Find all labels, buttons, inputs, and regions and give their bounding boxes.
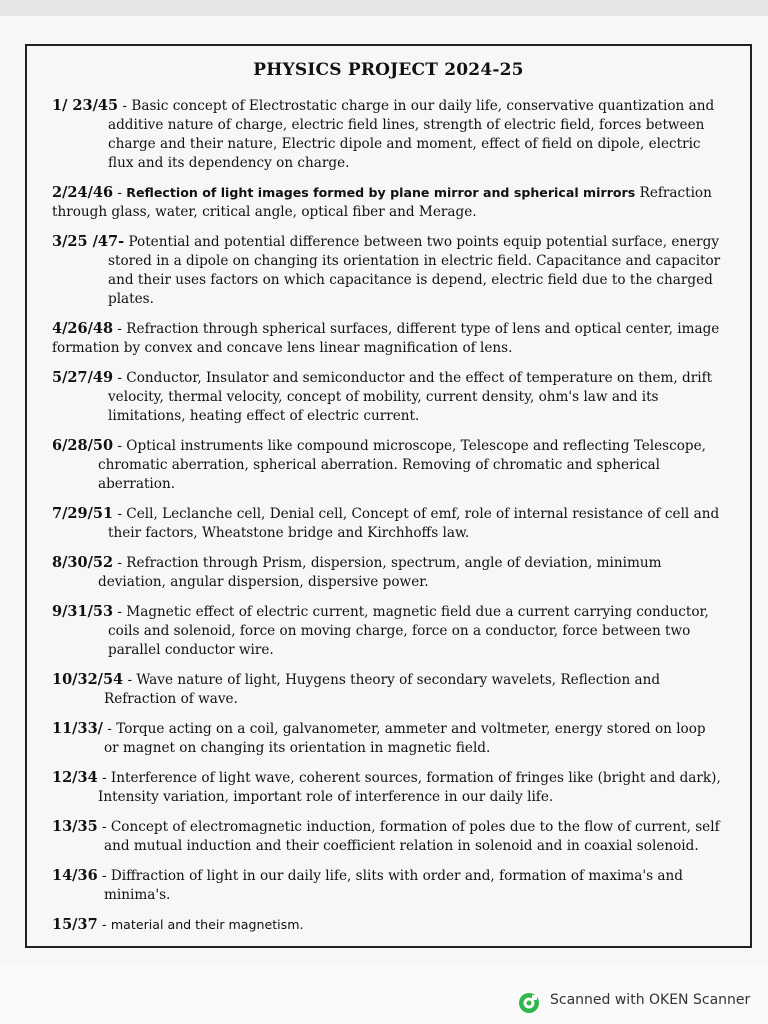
topic-number: 9/31/53 (52, 603, 114, 620)
topic-number: 3/25 /47- (52, 233, 125, 250)
topic-number: 12/34 (52, 769, 98, 786)
page-title: PHYSICS PROJECT 2024-25 (253, 60, 524, 80)
oken-scanner-logo-icon (518, 992, 540, 1014)
topic-item-5: 5/27/49 - Conductor, Insulator and semiconductor and the effect of temperature on them, drift velocity, thermal velocity, concept of mobility, current density, ohm's law and its limitations, heating effect of electric current. (52, 368, 752, 426)
topic-item-11: 11/33/ - Torque acting on a coil, galvanometer, ammeter and voltmeter, energy stored on loop or magnet on changing its orientation in magnetic field. (52, 719, 752, 758)
topic-text-line: parallel conductor wire. (108, 642, 274, 658)
topic-item-3 (52, 232, 752, 309)
topic-text-line: velocity, thermal velocity, concept of mobility, current density, ohm's law and its (108, 389, 659, 405)
topic-text-line: and their uses factors on which capacitance is depend, electric field due to the charged (108, 272, 713, 288)
topic-text-line: chromatic aberration, spherical aberration. Removing of chromatic and spherical (98, 457, 660, 473)
topic-number: 10/32/54 (52, 671, 124, 688)
topic-text: Optical instruments like compound microscope, Telescope and reflecting Telescope, (126, 438, 707, 454)
topic-text: Concept of electromagnetic induction, formation of poles due to the flow of current, self (110, 819, 720, 835)
topic-number: 11/33/ (52, 720, 103, 737)
scanner-footer (0, 966, 768, 1024)
topic-number: 7/29/51 (52, 505, 114, 522)
topic-text: Torque acting on a coil, galvanometer, ammeter and voltmeter, energy stored on loop (116, 721, 706, 737)
topic-text-line: limitations, heating effect of electric current. (108, 408, 420, 424)
topic-text: Refraction through spherical surfaces, different type of lens and optical center, image (126, 321, 720, 337)
topic-text: Refraction (635, 185, 712, 201)
topic-number: 15/37 (52, 916, 98, 933)
scanner-watermark-text: Scanned with OKEN Scanner (550, 992, 751, 1008)
topic-item-15: 15/37 - material and their magnetism. (52, 916, 304, 933)
topic-text: Refraction through Prism, dispersion, spectrum, angle of deviation, minimum (126, 555, 662, 571)
topic-text: Interference of light wave, coherent sources, formation of fringes like (bright and dark), (110, 770, 721, 786)
scanned-page (0, 16, 768, 966)
topic-text-line: Refraction of wave. (104, 691, 238, 707)
topic-text-line: and mutual induction and their coefficient relation in solenoid and in coaxial solenoid. (104, 838, 699, 854)
topic-text-line: coils and solenoid, force on moving charge, force on a conductor, force between two (108, 623, 691, 639)
topic-text-line: flux and its dependency on charge. (108, 155, 350, 171)
topic-item-1: 1/ 23/45 - Basic concept of Electrostatic charge in our daily life, conservative quantization and additive nature of charge, electric field lines, strength of electric field, forces between charge and their nature, Electric dipole and moment, effect of field on dipole, electric flux and its dependency on charge. (52, 96, 752, 173)
topic-text-line: additive nature of charge, electric field lines, strength of electric field, forces between (108, 117, 705, 133)
page-border-frame (25, 44, 752, 948)
topic-number: 8/30/52 (52, 554, 114, 571)
topic-text-line: Intensity variation, important role of interference in our daily life. (98, 789, 554, 805)
topic-number: 1/ 23/45 (52, 97, 119, 114)
topic-number: 14/36 (52, 867, 98, 884)
topic-number: 4/26/48 (52, 320, 114, 337)
topic-item-7: 7/29/51 - Cell, Leclanche cell, Denial cell, Concept of emf, role of internal resistance of cell and their factors, Wheatstone bridge and Kirchhoffs law. (52, 504, 752, 543)
topic-item-4: 4/26/48 - Refraction through spherical surfaces, different type of lens and optical center, image formation by convex and concave lens linear magnification of lens. (52, 319, 752, 358)
topic-text-line: minima's. (104, 887, 171, 903)
topic-text-line: their factors, Wheatstone bridge and Kirchhoffs law. (108, 525, 470, 541)
topic-text: Cell, Leclanche cell, Denial cell, Concept of emf, role of internal resistance of cell and (126, 506, 720, 522)
topic-text-line: deviation, angular dispersion, dispersive power. (98, 574, 429, 590)
topic-item-6: 6/28/50 - Optical instruments like compound microscope, Telescope and reflecting Telescope, chromatic aberration, spherical aberration. Removing of chromatic and spherical aberration. (52, 436, 752, 494)
topic-item-13: 13/35 - Concept of electromagnetic induction, formation of poles due to the flow of current, self and mutual induction and their coefficient relation in solenoid and in coaxial solenoid. (52, 817, 752, 856)
topic-text-line: aberration. (98, 476, 176, 492)
topic-number: 5/27/49 (52, 369, 114, 386)
topic-text: Basic concept of Electrostatic charge in our daily life, conservative quantization and (131, 98, 715, 114)
topic-text-line: charge and their nature, Electric dipole and moment, effect of field on dipole, electric (108, 136, 701, 152)
topic-text: material and their magnetism. (110, 917, 304, 932)
top-margin-band (0, 0, 768, 16)
topic-text-line: or magnet on changing its orientation in magnetic field. (104, 740, 491, 756)
topic-item-10: 10/32/54 - Wave nature of light, Huygens theory of secondary wavelets, Reflection and Refraction of wave. (52, 670, 752, 709)
topic-item-2: 2/24/46 - Reflection of light images formed by plane mirror and spherical mirrors Refraction through glass, water, critical angle, optical fiber and Merage. (52, 183, 752, 222)
topic-item-8: 8/30/52 - Refraction through Prism, dispersion, spectrum, angle of deviation, minimum deviation, angular dispersion, dispersive power. (52, 553, 752, 592)
topic-text: Diffraction of light in our daily life, slits with order and, formation of maxima's and (110, 868, 683, 884)
topic-text: Conductor, Insulator and semiconductor and the effect of temperature on them, drift (126, 370, 713, 386)
topic-text-bold: Reflection of light images formed by plane mirror and spherical mirrors (126, 185, 636, 200)
topic-text-line: stored in a dipole on changing its orientation in electric field. Capacitance and capacitor (108, 253, 721, 269)
topic-item-14: 14/36 - Diffraction of light in our daily life, slits with order and, formation of maxima's and minima's. (52, 866, 752, 905)
topic-text-line: through glass, water, critical angle, optical fiber and Merage. (52, 204, 477, 220)
topic-text: Wave nature of light, Huygens theory of secondary wavelets, Reflection and (136, 672, 661, 688)
topic-number: 13/35 (52, 818, 98, 835)
topic-item-9: 9/31/53 - Magnetic effect of electric current, magnetic field due a current carrying conductor, coils and solenoid, force on moving charge, force on a conductor, force between two parallel conductor wire. (52, 602, 752, 660)
topic-item-12: 12/34 - Interference of light wave, coherent sources, formation of fringes like (bright and dark), Intensity variation, important role of interference in our daily life. (52, 768, 752, 807)
topic-number: 2/24/46 (52, 184, 114, 201)
topic-number: 6/28/50 (52, 437, 114, 454)
topic-text: Magnetic effect of electric current, magnetic field due a current carrying conductor, (126, 604, 709, 620)
topic-text-line: formation by convex and concave lens linear magnification of lens. (52, 340, 513, 356)
topic-text-line: plates. (108, 291, 154, 307)
topic-text: Potential and potential difference between two points equip potential surface, energy (128, 234, 720, 250)
